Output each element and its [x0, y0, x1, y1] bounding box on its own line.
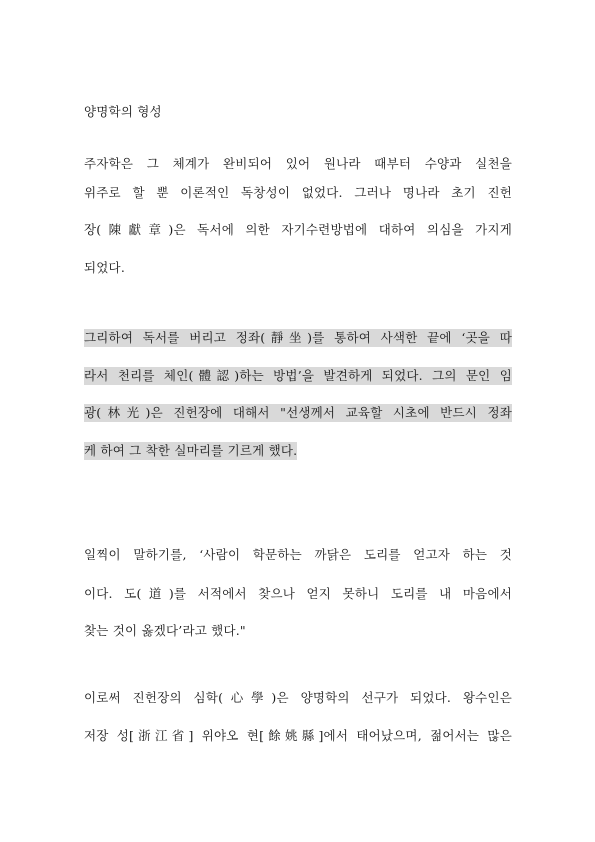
paragraph-line: 찾는 것이 옳겠다’라고 했다."	[84, 623, 246, 638]
paragraph-line: 장(陳獻章)은 독서에 의한 자기수련방법에 대하여 의심을 가지게	[84, 222, 512, 237]
paragraph-line: 이로써 진헌장의 심학(心學)은 양명학의 선구가 되었다. 왕수인은	[84, 690, 512, 705]
paragraph-line: 되었다.	[84, 260, 125, 275]
paragraph-line: 주자학은 그 체계가 완비되어 있어 원나라 때부터 수양과 실천을	[84, 156, 512, 171]
paragraph-line: 일찍이 말하기를, ‘사람이 학문하는 까닭은 도리를 얻고자 하는 것	[84, 547, 512, 562]
highlighted-line: 광(林光)은 진헌장에 대해서 "선생께서 교육할 시초에 반드시 정좌	[84, 405, 512, 420]
highlighted-line: 그리하여 독서를 버리고 정좌(靜坐)를 통하여 사색한 끝에 ‘곳을 따	[84, 330, 512, 345]
paragraph-line: 이다. 도(道)를 서적에서 찾으나 얻지 못하니 도리를 내 마음에서	[84, 586, 512, 601]
highlighted-line: 라서 천리를 체인(體認)하는 방법’을 발견하게 되었다. 그의 문인 임	[84, 368, 512, 383]
document-title: 양명학의 형성	[84, 104, 162, 119]
paragraph-line: 위주로 할 뿐 이론적인 독창성이 없었다. 그러나 명나라 초기 진헌	[84, 185, 512, 200]
highlighted-line: 케 하여 그 착한 실마리를 기르게 했다.	[84, 443, 298, 458]
paragraph-line: 저장 성[浙江省] 위야오 현[餘姚縣]에서 태어났으며, 젊어서는 많은	[84, 728, 512, 743]
